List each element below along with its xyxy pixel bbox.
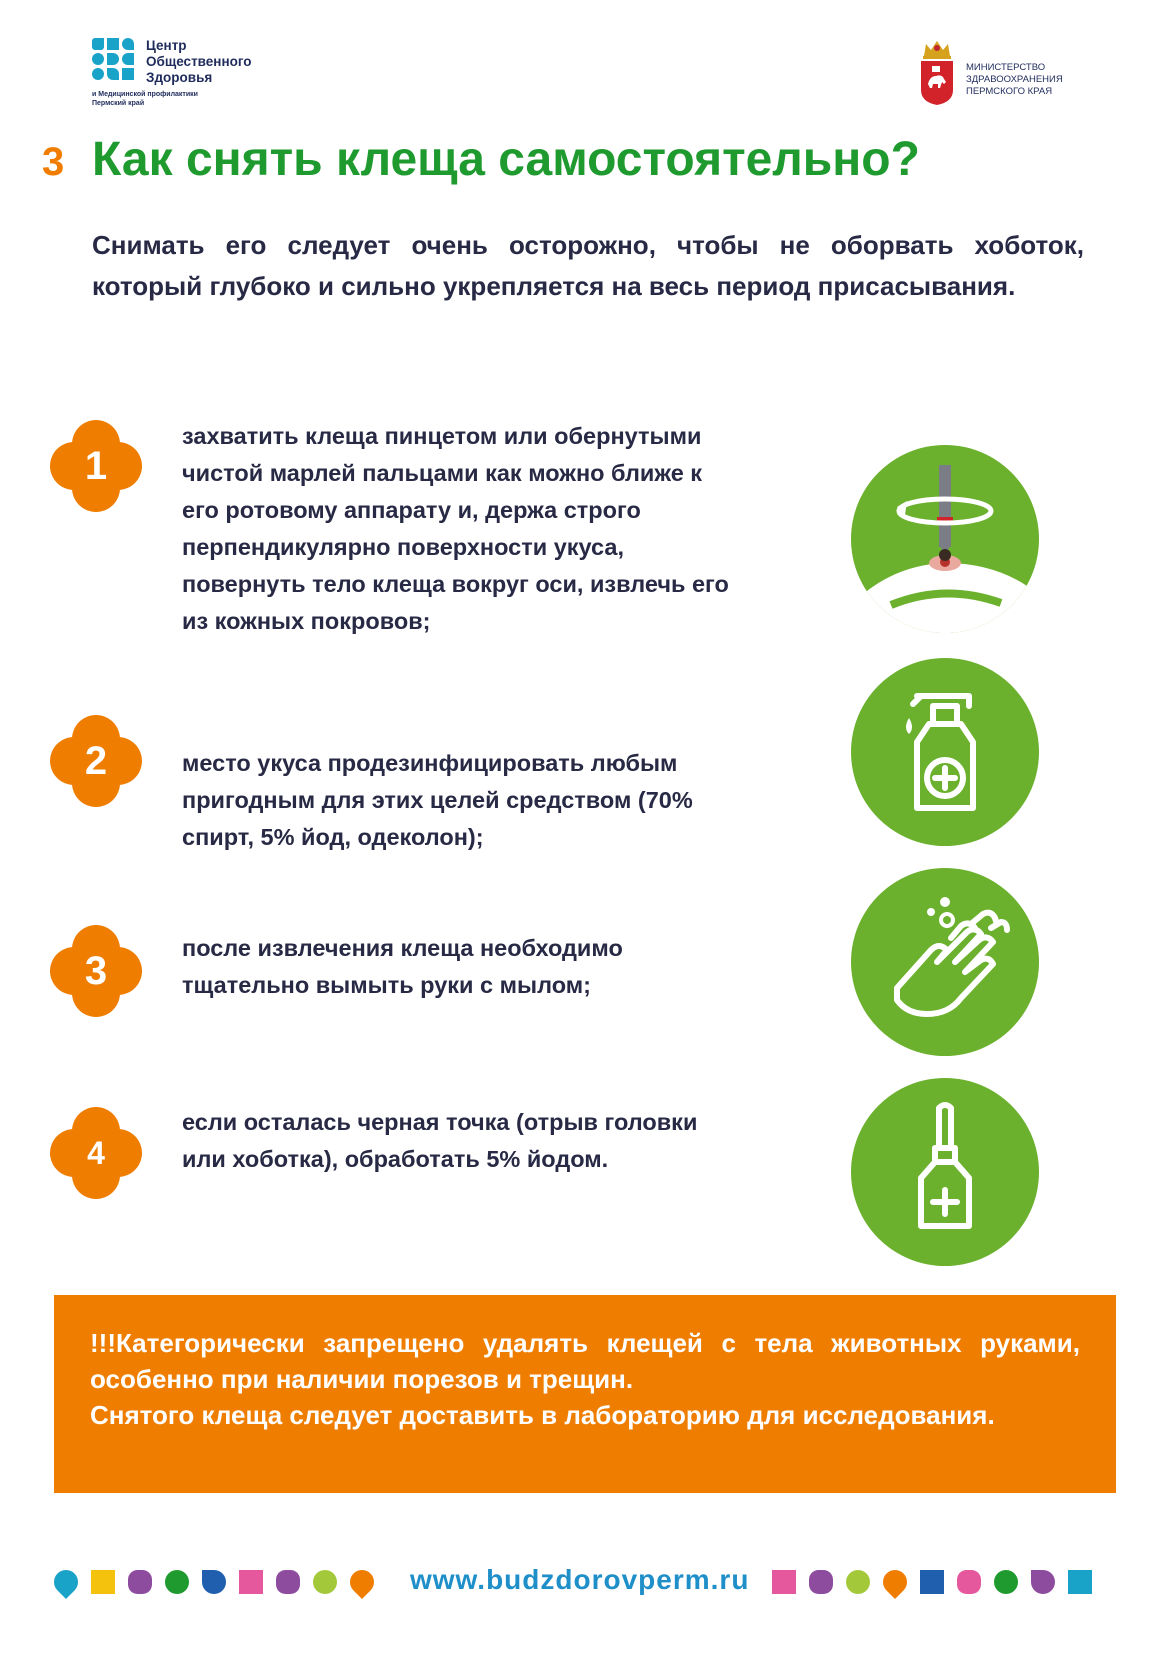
warning-box [54, 1295, 1116, 1493]
circle-shape-icon [165, 1570, 189, 1594]
iodine-bottle-icon [851, 1078, 1039, 1266]
page-title: Как снять клеща самостоятельно? [92, 133, 920, 186]
circle-shape-icon [846, 1570, 870, 1594]
clover-shape-icon [957, 1570, 981, 1594]
square-shape-icon [772, 1570, 796, 1594]
footer [0, 1562, 1166, 1602]
square-shape-icon [91, 1570, 115, 1594]
ministry-name: МИНИСТЕРСТВО ЗДРАВООХРАНЕНИЯ ПЕРМСКОГО КРАЯ [966, 62, 1063, 97]
step-number: 1 [84, 443, 108, 488]
website-link[interactable]: www.budzdorovperm.ru [410, 1564, 750, 1595]
warning-line-2: Снятого клеща следует доставить в лабораторию для исследования. [90, 1400, 995, 1430]
square-shape-icon [1068, 1570, 1092, 1594]
square-shape-icon [920, 1570, 944, 1594]
hand-washing-icon [851, 868, 1039, 1056]
step-text: если осталась черная точка (отрыв головки или хоботка), обработать 5% йодом. [182, 1109, 698, 1172]
ministry-logo [918, 38, 1098, 108]
perm-krai-coat-of-arms-icon [918, 38, 956, 106]
heart-shape-icon [49, 1565, 83, 1599]
logo-mosaic-icon [92, 38, 136, 88]
heart-shape-icon [345, 1565, 379, 1599]
antiseptic-dispenser-icon [851, 658, 1039, 846]
step-number: 3 [84, 948, 108, 993]
heart-shape-icon [878, 1565, 912, 1599]
step-badge [50, 715, 142, 807]
petal-shape-icon [202, 1570, 226, 1594]
step-text: захватить клеща пинцетом или обернутыми чистой марлей пальцами как можно ближе к его ротовому аппарату и, держа строго перпендикулярно поверхности укуса, повернуть тело клеща вокруг оси, извлечь его из кожных покровов; [182, 423, 729, 634]
logo-org-name: Центр Общественного Здоровья [146, 38, 252, 85]
intro-paragraph: Снимать его следует очень осторожно, чтобы не оборвать хоботок, который глубоко и сильно укрепляется на весь период присасывания. [92, 230, 1084, 301]
step-badge [50, 420, 142, 512]
center-public-health-logo [92, 38, 312, 108]
petal-shape-icon [1031, 1570, 1055, 1594]
step-text: место укуса продезинфицировать любым пригодным для этих целей средством (70% спирт, 5% йод, одеколон); [182, 750, 693, 850]
warning-line-1: !!!Категорически запрещено удалять клещей с тела животных руками, особенно при наличии порезов и трещин. [90, 1328, 1080, 1394]
circle-shape-icon [994, 1570, 1018, 1594]
clover-shape-icon [276, 1570, 300, 1594]
step-badge [50, 925, 142, 1017]
tweezers-tick-removal-icon [851, 445, 1039, 633]
step-badge [50, 1107, 142, 1199]
clover-shape-icon [128, 1570, 152, 1594]
step-number: 4 [87, 1134, 105, 1171]
step-text: после извлечения клеща необходимо тщательно вымыть руки с мылом; [182, 935, 623, 998]
circle-shape-icon [313, 1570, 337, 1594]
section-number: 3 [42, 140, 65, 184]
step-number: 2 [84, 738, 108, 783]
logo-org-subtitle: и Медицинской профилактики Пермский край [92, 91, 198, 107]
clover-shape-icon [809, 1570, 833, 1594]
square-shape-icon [239, 1570, 263, 1594]
